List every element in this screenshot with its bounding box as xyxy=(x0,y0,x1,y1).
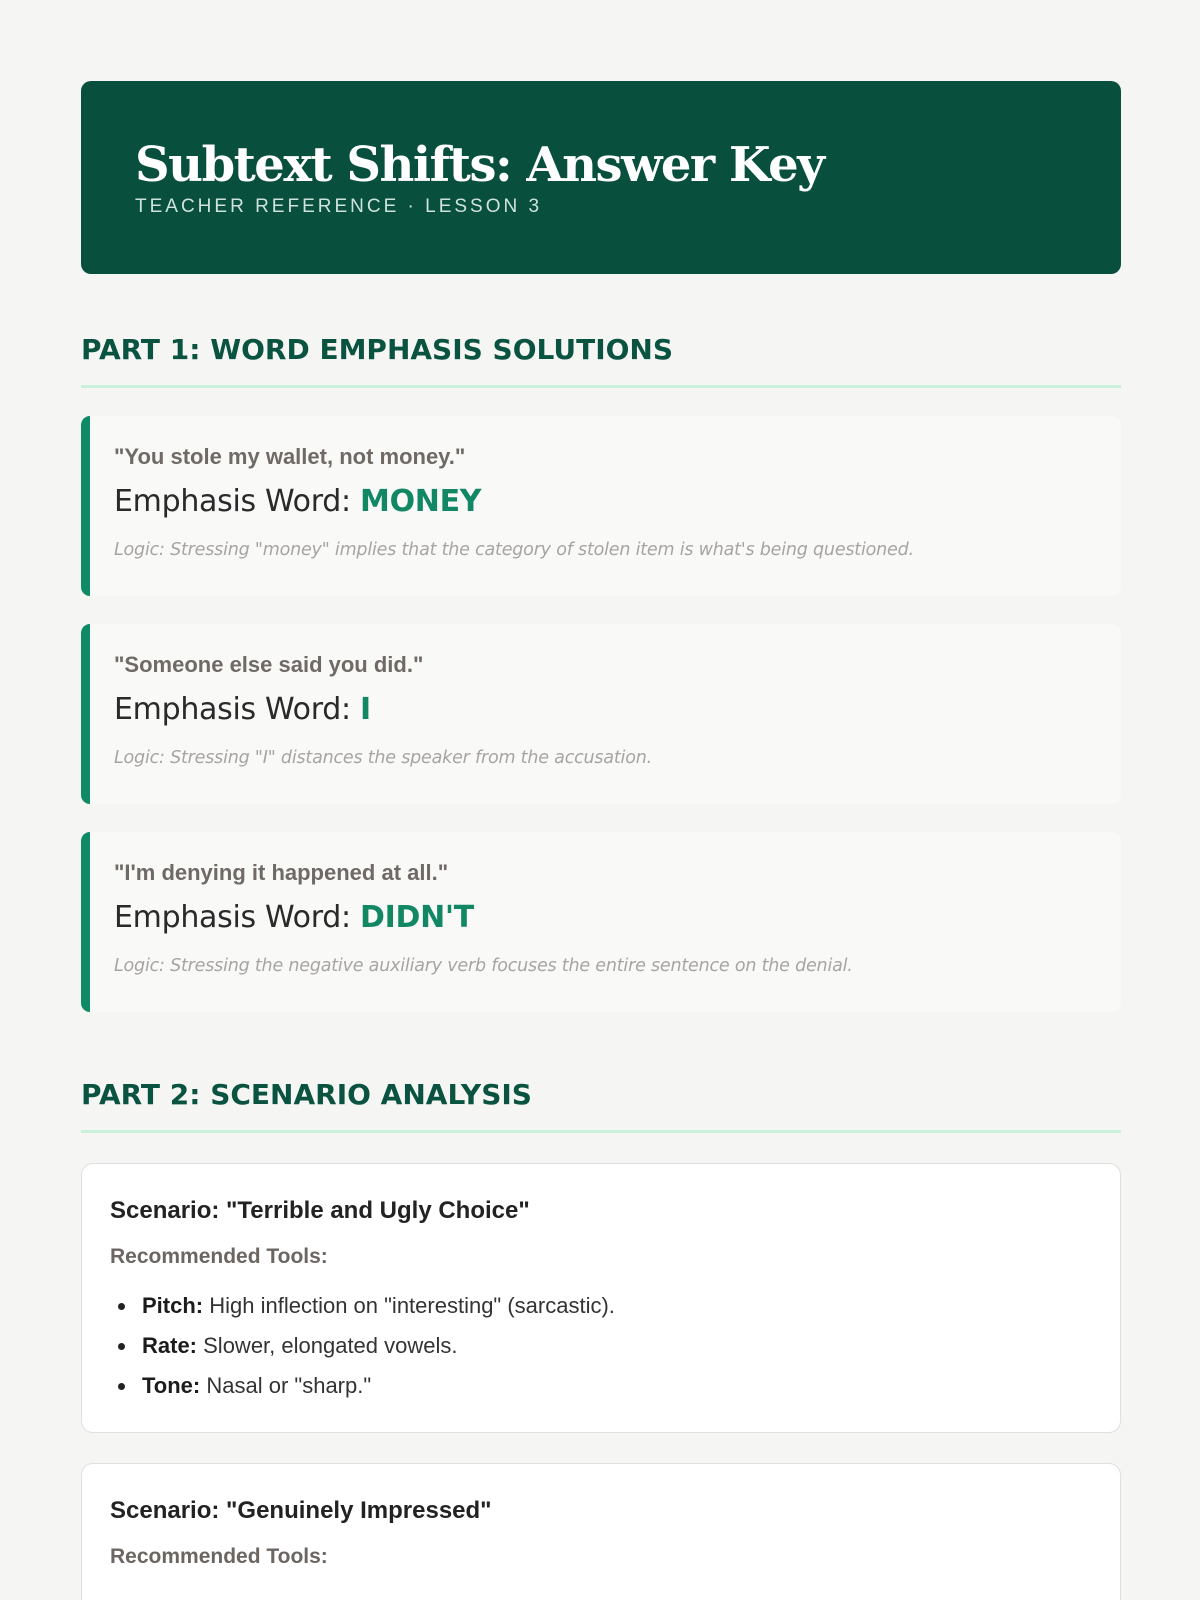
emphasis-label: Emphasis Word: xyxy=(114,484,361,519)
scenario-title: Scenario: "Terrible and Ugly Choice" xyxy=(110,1197,530,1224)
emphasis-label: Emphasis Word: xyxy=(114,692,361,727)
emphasis-word: MONEY xyxy=(360,484,482,519)
list-item xyxy=(110,1366,1092,1406)
emphasis-card xyxy=(81,416,1121,596)
card-quote: "I'm denying it happened at all." xyxy=(114,860,449,885)
card-logic: Logic: Stressing "money" implies that the category of stolen item is what's being questioned. xyxy=(114,540,914,560)
emphasis-word: I xyxy=(360,692,371,727)
scenario-card xyxy=(81,1463,1121,1600)
tools-list xyxy=(110,1286,1092,1406)
emphasis-card xyxy=(81,832,1121,1012)
card-logic: Logic: Stressing the negative auxiliary verb focuses the entire sentence on the denial. xyxy=(114,956,853,976)
emphasis-line xyxy=(114,690,1097,730)
tool-name: Rate: xyxy=(142,1333,198,1358)
tool-desc: Nasal or "sharp." xyxy=(200,1373,372,1398)
tools-label: Recommended Tools: xyxy=(110,1245,328,1268)
tool-desc: Slower, elongated vowels. xyxy=(197,1333,458,1358)
emphasis-card xyxy=(81,624,1121,804)
page-title: Subtext Shifts: Answer Key xyxy=(135,137,824,193)
scenario-card xyxy=(81,1163,1121,1433)
tool-desc: High inflection on "interesting" (sarcastic). xyxy=(203,1293,615,1318)
part2-heading: PART 2: SCENARIO ANALYSIS xyxy=(81,1077,1121,1133)
tool-name: Tone: xyxy=(142,1373,201,1398)
page-subtitle: TEACHER REFERENCE · LESSON 3 xyxy=(135,196,543,217)
card-quote: "Someone else said you did." xyxy=(114,652,424,677)
emphasis-line xyxy=(114,482,1097,522)
emphasis-word: DIDN'T xyxy=(360,900,474,935)
part1-heading: PART 1: WORD EMPHASIS SOLUTIONS xyxy=(81,332,1121,388)
emphasis-line xyxy=(114,898,1097,938)
emphasis-label: Emphasis Word: xyxy=(114,900,361,935)
tool-name: Pitch: xyxy=(142,1293,204,1318)
scenario-title: Scenario: "Genuinely Impressed" xyxy=(110,1497,492,1524)
emphasis-solutions xyxy=(81,416,1121,1012)
tools-label: Recommended Tools: xyxy=(110,1545,328,1568)
card-logic: Logic: Stressing "I" distances the speaker from the accusation. xyxy=(114,748,652,768)
list-item xyxy=(110,1286,1092,1326)
header-banner xyxy=(81,81,1121,274)
card-quote: "You stole my wallet, not money." xyxy=(114,444,466,469)
list-item xyxy=(110,1326,1092,1366)
